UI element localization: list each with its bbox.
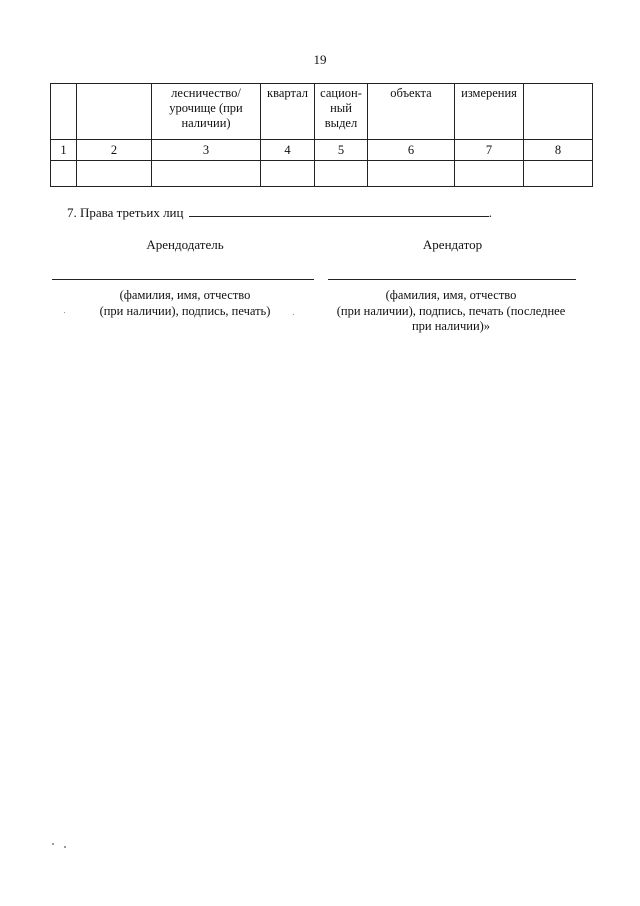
column-number: 2 xyxy=(77,140,152,161)
lessee-signature-line xyxy=(328,279,576,280)
table-cell xyxy=(77,161,152,187)
table-header-row xyxy=(51,84,593,140)
column-number: 8 xyxy=(524,140,593,161)
table-cell xyxy=(315,161,368,187)
third-party-rights-label: 7. Права третьих лиц xyxy=(67,205,184,220)
scan-speck xyxy=(52,843,54,845)
table-cell xyxy=(524,161,593,187)
registration-table xyxy=(50,83,593,187)
lessee-title: Арендатор xyxy=(422,237,483,252)
header-cell-3-line2: урочище (при xyxy=(169,101,243,115)
header-cell-5-line2: ный xyxy=(330,101,352,115)
lessor-title: Арендодатель xyxy=(146,237,224,252)
column-number: 7 xyxy=(455,140,524,161)
third-party-rights-period: . xyxy=(488,205,492,220)
lessee-caption-line1: (фамилия, имя, отчество xyxy=(385,288,517,302)
header-cell-7: измерения xyxy=(455,84,524,140)
column-number: 3 xyxy=(152,140,261,161)
header-cell-3-line1: лесничество/ xyxy=(171,86,241,100)
table-cell xyxy=(368,161,455,187)
header-cell-5-line1: сацион- xyxy=(320,86,362,100)
lessor-caption-line1: (фамилия, имя, отчество xyxy=(119,288,251,302)
third-party-rights xyxy=(67,204,492,221)
table-cell xyxy=(152,161,261,187)
header-cell-3-line3: наличии) xyxy=(181,116,231,130)
header-cell-2 xyxy=(77,84,152,140)
column-number: 4 xyxy=(261,140,315,161)
scan-speck xyxy=(64,846,66,848)
lessee-caption xyxy=(330,288,572,335)
header-cell-5 xyxy=(315,84,368,140)
header-cell-5-line3: выдел xyxy=(324,116,358,130)
header-cell-8 xyxy=(524,84,593,140)
column-number: 6 xyxy=(368,140,455,161)
scan-speck xyxy=(293,314,294,315)
table-cell xyxy=(261,161,315,187)
scan-speck xyxy=(64,312,65,313)
table-numbering-row xyxy=(51,140,593,161)
table-empty-row xyxy=(51,161,593,187)
header-cell-3 xyxy=(152,84,261,140)
lessor-caption-line2: (при наличии), подпись, печать) xyxy=(99,303,271,318)
column-number: 5 xyxy=(315,140,368,161)
column-number: 1 xyxy=(51,140,77,161)
lessee-caption-line2: (при наличии), подпись, печать (последнее xyxy=(336,303,566,318)
header-cell-1 xyxy=(51,84,77,140)
table-cell xyxy=(455,161,524,187)
page-number: 19 xyxy=(313,52,327,67)
lessor-caption xyxy=(80,288,290,319)
lessor-signature-line xyxy=(52,279,314,280)
third-party-rights-blank xyxy=(189,204,489,217)
header-cell-6: объекта xyxy=(368,84,455,140)
lessee-caption-line3: при наличии)» xyxy=(411,319,491,333)
table-cell xyxy=(51,161,77,187)
header-cell-4: квартал xyxy=(261,84,315,140)
